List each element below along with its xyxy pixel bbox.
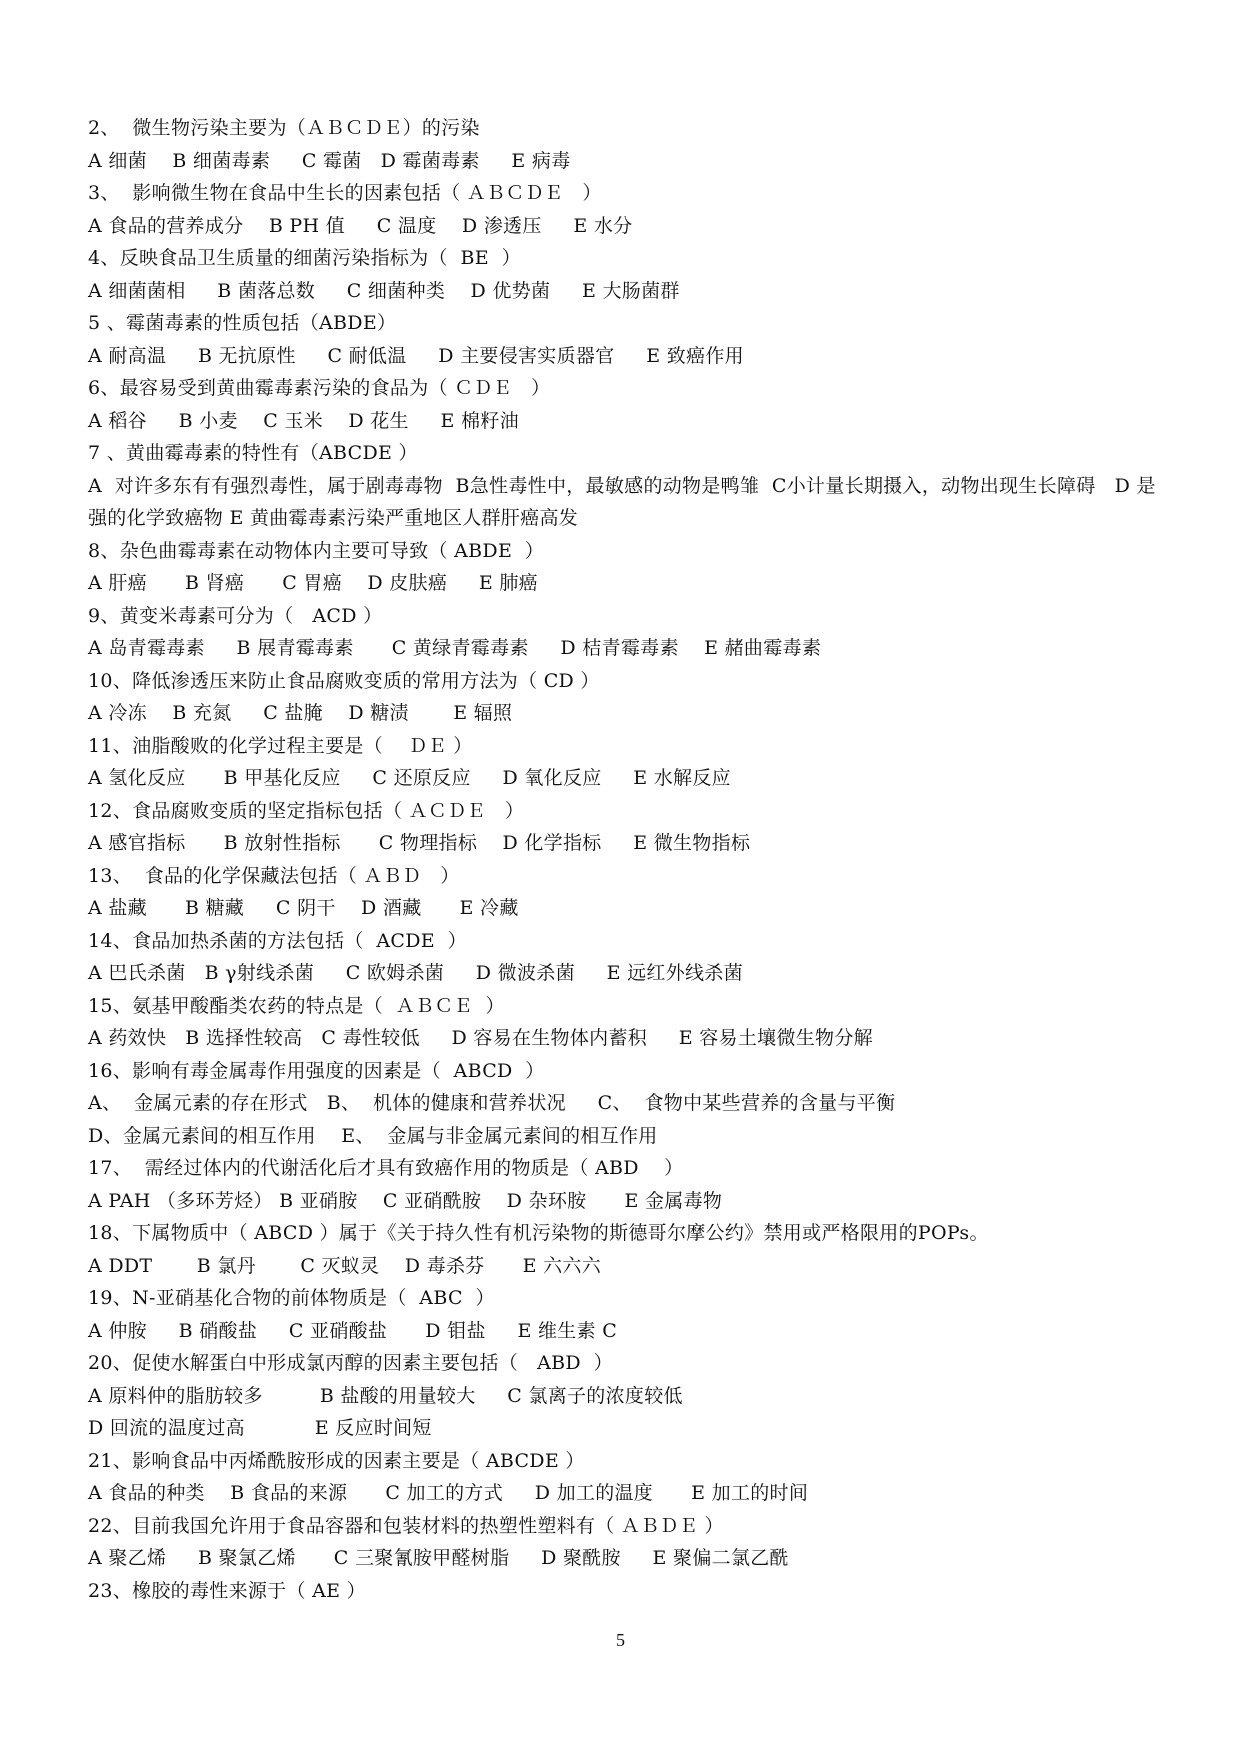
options-8: A 肝癌 B 肾癌 C 胃癌 D 皮肤癌 E 肺癌 [88, 572, 538, 594]
options-20-line-1: A 原料仲的脂肪较多 B 盐酸的用量较大 C 氯离子的浓度较低 [88, 1384, 683, 1407]
options-7: A 对许多东有有强烈毒性，属于剧毒毒物 B急性毒性中，最敏感的动物是鸭雏 C小计量长期摄入，动物出现生长障碍 D 是强的化学致癌物 E 黄曲霉毒素污染严重地区人群肝癌高发 [88, 474, 1156, 529]
question-list [88, 112, 1168, 1607]
options-4: A 细菌菌相 B 菌落总数 C 细菌种类 D 优势菌 E 大肠菌群 [88, 279, 680, 302]
question-10: 10、降低渗透压来防止食品腐败变质的常用方法为（ CD ） [88, 669, 600, 692]
question-22: 22、目前我国允许用于食品容器和包装材料的热塑性塑料有（ ＡＢＤＥ ） [88, 1514, 724, 1537]
question-6: 6、最容易受到黄曲霉毒素污染的食品为（ ＣＤＥ ） [88, 377, 551, 399]
question-23: 23、橡胶的毒性来源于（ AE ） [88, 1579, 366, 1602]
options-16-line-1: A、 金属元素的存在形式 B、 机体的健康和营养状况 C、 食物中某些营养的含量与平衡 [88, 1092, 896, 1114]
options-13: A 盐藏 B 糖藏 C 阴干 D 酒藏 E 冷藏 [88, 897, 519, 919]
question-9: 9、黄变米毒素可分为（ ACD ） [88, 604, 383, 627]
question-20: 20、促使水解蛋白中形成氯丙醇的因素主要包括（ ABD ） [88, 1352, 613, 1374]
options-5: A 耐高温 B 无抗原性 C 耐低温 D 主要侵害实质器官 E 致癌作用 [88, 344, 744, 367]
question-7: 7 、黄曲霉毒素的特性有（ABCDE ） [88, 442, 418, 464]
question-4: 4、反映食品卫生质量的细菌污染指标为（ BE ） [88, 247, 521, 269]
options-16-line-2: D、金属元素间的相互作用 E、 金属与非金属元素间的相互作用 [88, 1124, 658, 1147]
options-10: A 冷冻 B 充氮 C 盐腌 D 糖渍 E 辐照 [88, 702, 513, 724]
question-5: 5 、霉菌毒素的性质包括（ABDE） [88, 312, 397, 334]
question-8: 8、杂色曲霉毒素在动物体内主要可导致（ ABDE ） [88, 539, 545, 562]
question-13: 13、 食品的化学保藏法包括（ ＡＢＤ ） [88, 864, 460, 887]
question-12: 12、食品腐败变质的坚定指标包括（ ＡＣＤＥ ） [88, 799, 525, 822]
options-6: A 稻谷 B 小麦 C 玉米 D 花生 E 棉籽油 [88, 409, 519, 432]
options-2: A 细菌 B 细菌毒素 C 霉菌 D 霉菌毒素 E 病毒 [88, 149, 571, 172]
options-12: A 感官指标 B 放射性指标 C 物理指标 D 化学指标 E 微生物指标 [88, 832, 751, 854]
question-2: 2、 微生物污染主要为（ＡＢＣＤＥ）的污染 [88, 117, 480, 139]
question-21: 21、影响食品中丙烯酰胺形成的因素主要是（ ABCDE ） [88, 1449, 585, 1472]
question-11: 11、油脂酸败的化学过程主要是（ ＤＥ ） [88, 734, 473, 757]
options-15: A 药效快 B 选择性较高 C 毒性较低 D 容易在生物体内蓄积 E 容易土壤微生物分解 [88, 1027, 873, 1049]
options-22: A 聚乙烯 B 聚氯乙烯 C 三聚氰胺甲醛树脂 D 聚酰胺 E 聚偏二氯乙酰 [88, 1547, 789, 1569]
options-21: A 食品的种类 B 食品的来源 C 加工的方式 D 加工的温度 E 加工的时间 [88, 1482, 809, 1504]
options-20-line-2: D 回流的温度过高 E 反应时间短 [88, 1417, 432, 1439]
question-15: 15、氨基甲酸酯类农药的特点是（ ＡＢＣＥ ） [88, 994, 505, 1017]
options-3: A 食品的营养成分 B PH 值 C 温度 D 渗透压 E 水分 [88, 214, 633, 237]
question-17: 17、 需经过体内的代谢活化后才具有致癌作用的物质是（ ABD ） [88, 1157, 684, 1179]
options-11: A 氢化反应 B 甲基化反应 C 还原反应 D 氧化反应 E 水解反应 [88, 767, 731, 789]
question-14: 14、食品加热杀菌的方法包括（ ACDE ） [88, 929, 467, 952]
question-3: 3、 影响微生物在食品中生长的因素包括（ ＡＢＣＤＥ ） [88, 182, 602, 204]
options-14: A 巴氏杀菌 B γ射线杀菌 C 欧姆杀菌 D 微波杀菌 E 远红外线杀菌 [88, 962, 743, 984]
options-18: A DDT B 氯丹 C 灭蚁灵 D 毒杀芬 E 六六六 [88, 1254, 602, 1277]
question-19: 19、N-亚硝基化合物的前体物质是（ ABC ） [88, 1287, 495, 1309]
page-number: 5 [616, 1630, 625, 1650]
question-16: 16、影响有毒金属毒作用强度的因素是（ ABCD ） [88, 1059, 545, 1082]
options-19: A 仲胺 B 硝酸盐 C 亚硝酸盐 D 钼盐 E 维生素 C [88, 1319, 618, 1342]
options-17: A PAH （多环芳烃） B 亚硝胺 C 亚硝酰胺 D 杂环胺 E 金属毒物 [88, 1189, 723, 1212]
options-9: A 岛青霉毒素 B 展青霉毒素 C 黄绿青霉毒素 D 桔青霉毒素 E 赭曲霉毒素 [88, 637, 822, 659]
question-18: 18、下属物质中（ ABCD ）属于《关于持久性有机污染物的斯德哥尔摩公约》禁用或严格限用的POPs。 [88, 1222, 989, 1244]
